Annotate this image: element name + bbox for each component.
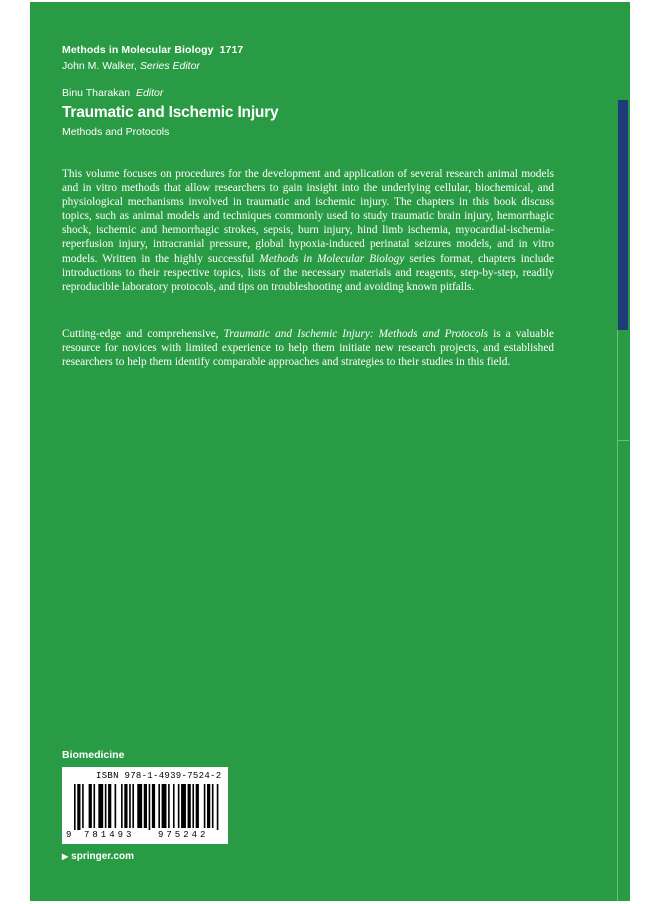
- barcode-right-digits: 975242: [158, 830, 209, 840]
- barcode-bar: [82, 784, 84, 828]
- barcode-bar: [212, 784, 214, 828]
- editor-name: Binu Tharakan: [62, 87, 131, 99]
- barcode-bar: [124, 784, 127, 828]
- barcode-left-digits: 781493: [84, 830, 135, 840]
- barcode-bar: [204, 784, 206, 828]
- barcode-bar: [137, 784, 142, 828]
- p2-text-a: Cutting-edge and comprehensive,: [62, 328, 224, 340]
- isbn-label: ISBN 978-1-4939-7524-2: [96, 771, 222, 781]
- series-editor-role: Series Editor: [139, 60, 200, 72]
- barcode-bar: [168, 784, 170, 828]
- book-subtitle: Methods and Protocols: [62, 126, 170, 138]
- description-paragraph-2: [62, 327, 554, 369]
- p1-italic: Methods in Molecular Biology: [259, 252, 405, 265]
- barcode-bar: [132, 784, 134, 828]
- barcode-bar: [108, 784, 111, 828]
- p1-text-a: This volume focuses on procedures for the development and application of several research animal models and in vitro methods that allow researchers to gain insight into the underlying cellular, biochemical, and physiological mechanisms involved in traumatic and ischemic injury. The chapters in this book discuss topics, such as animal models and techniques commonly used to study traumatic brain injury, hemorrhagic shock, ischemic and hemorrhagic strokes, sepsis, burn injury, hind limb ischemia, myocardial-ischemia-reperfusion injury, intracranial pressure, global hypoxia-induced perinatal seizures models, and in vitro models. Written in the highly successful: [62, 168, 554, 265]
- series-number: 1717: [219, 44, 244, 56]
- editor-line: [62, 87, 163, 99]
- editor-role: Editor: [135, 87, 164, 99]
- spine-blue-band: [618, 100, 628, 330]
- barcode-bar: [196, 784, 199, 828]
- series-name: Methods in Molecular Biology: [62, 44, 214, 56]
- barcode-bar: [105, 784, 107, 828]
- barcode-bar: [178, 784, 180, 828]
- barcode-bar: [217, 784, 219, 830]
- series-line: [62, 44, 243, 56]
- subject-category: Biomedicine: [62, 749, 125, 761]
- barcode-bar: [77, 784, 80, 830]
- barcode-bar: [115, 784, 117, 828]
- series-editor-line: [62, 60, 200, 72]
- barcode-bar: [188, 784, 191, 828]
- barcode-bar: [173, 784, 175, 828]
- series-editor-name: John M. Walker,: [62, 60, 137, 72]
- barcode-bar: [162, 784, 167, 828]
- book-title: Traumatic and Ischemic Injury: [62, 104, 279, 121]
- barcode-image: [74, 784, 220, 830]
- publisher-link[interactable]: [62, 851, 134, 862]
- barcode-bar: [152, 784, 155, 828]
- barcode-bar: [89, 784, 92, 828]
- p2-italic: Traumatic and Ischemic Injury: Methods and Protocols: [223, 328, 489, 340]
- barcode-bar: [192, 784, 194, 828]
- barcode-bar: [98, 784, 103, 828]
- publisher-url: springer.com: [71, 851, 134, 862]
- p2-text-b: is a valuable resource for novices with limited experience to help them initiate new research projects, and established researchers to help them identify comparable approaches and strategies to their studies in this field.: [62, 328, 554, 369]
- barcode-bar: [158, 784, 160, 828]
- barcode-bar: [74, 784, 76, 830]
- barcode-bar: [121, 784, 123, 828]
- barcode-bar: [144, 784, 147, 828]
- spine-divider-tick: [617, 440, 629, 441]
- barcode-lead-digit: 9: [66, 830, 72, 840]
- p1-text-b: series format, chapters include introductions to their respective topics, lists of the necessary materials and reagents, step-by-step, readily reproducible laboratory protocols, and tips on troubleshooting and avoiding known pitfalls.: [62, 252, 555, 293]
- barcode-bar: [181, 784, 186, 828]
- barcode-bar: [93, 784, 95, 828]
- barcode-bar: [149, 784, 151, 830]
- play-arrow-icon: ▶: [62, 852, 69, 861]
- barcode-bar: [129, 784, 131, 828]
- barcode-box: [62, 767, 228, 844]
- spine-divider: [617, 330, 618, 901]
- description-paragraph-1: [62, 167, 554, 294]
- barcode-bar: [207, 784, 210, 828]
